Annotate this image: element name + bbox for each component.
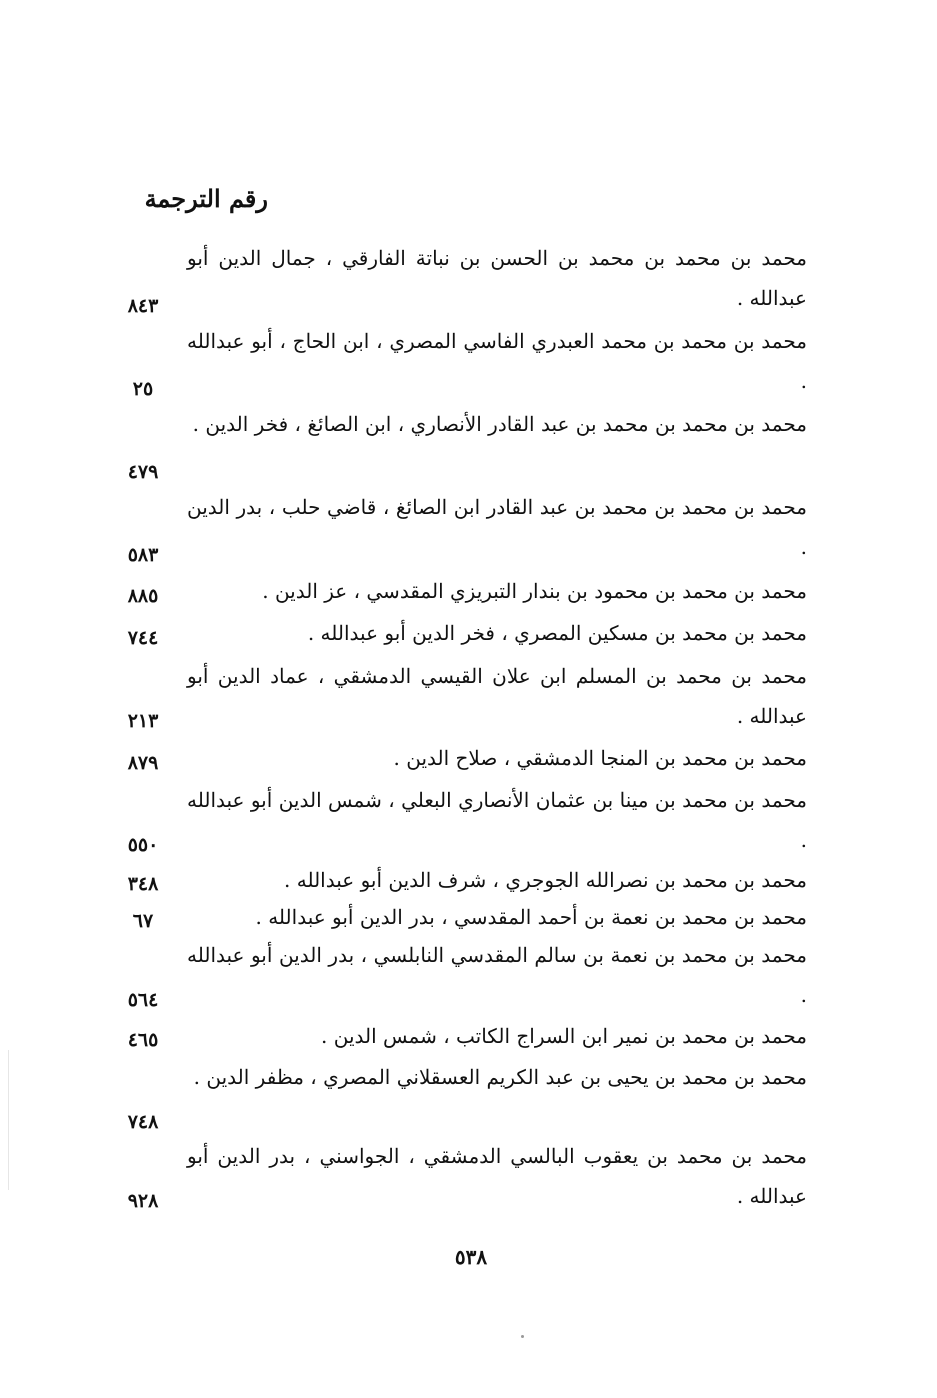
entry-number: ٥٦٤ bbox=[127, 989, 159, 1011]
entry-number: ٦٧ bbox=[132, 910, 154, 932]
entry-name: محمد بن محمد بن محمود بن بندار التبريزي المقدسي ، عز الدين . bbox=[262, 579, 807, 603]
entry-name: محمد بن محمد بن يحيى بن عبد الكريم العسقلاني المصري ، مظفر الدين . bbox=[193, 1065, 807, 1089]
entry-name: محمد بن محمد بن نصرالله الجوجري ، شرف الدين أبو عبدالله . bbox=[284, 868, 807, 892]
entry-name: محمد بن محمد بن محمد بن الحسن بن نباتة الفارقي ، جمال الدين أبو عبدالله . bbox=[187, 246, 807, 310]
entry-name: محمد بن محمد بن محمد بن عبد القادر ابن الصائغ ، قاضي حلب ، بدر الدين . bbox=[187, 495, 807, 559]
entry-number: ٤٦٥ bbox=[127, 1029, 159, 1051]
entry-name: محمد بن محمد بن يعقوب البالسي الدمشقي ، الجواسني ، بدر الدين أبو عبدالله . bbox=[187, 1144, 807, 1208]
entry-number: ٥٥٠ bbox=[127, 834, 159, 856]
entry-number: ٧٤٤ bbox=[127, 627, 159, 649]
entry-name: محمد بن محمد بن مسكين المصري ، فخر الدين أبو عبدالله . bbox=[307, 621, 807, 645]
entry-name: محمد بن محمد بن محمد بن عبد القادر الأنصاري ، ابن الصائغ ، فخر الدين . bbox=[192, 412, 807, 436]
entry-name: محمد بن محمد بن نمير ابن السراج الكاتب ، شمس الدين . bbox=[321, 1024, 807, 1048]
entry-number: ٤٧٩ bbox=[127, 461, 159, 483]
entry-name: محمد بن محمد بن نعمة بن سالم المقدسي النابلسي ، بدر الدين أبو عبدالله . bbox=[187, 943, 807, 1007]
entry-number: ٨٨٥ bbox=[127, 585, 159, 607]
entry-number: ٢٥ bbox=[132, 378, 154, 400]
entry-name: محمد بن محمد بن محمد العبدري الفاسي المصري ، ابن الحاج ، أبو عبدالله . bbox=[187, 329, 807, 393]
scan-speck bbox=[521, 1335, 524, 1338]
entry-name: محمد بن محمد بن نعمة بن أحمد المقدسي ، بدر الدين أبو عبدالله . bbox=[255, 905, 807, 929]
entry-number: ٨٧٩ bbox=[127, 752, 159, 774]
entry-number: ٨٤٣ bbox=[127, 295, 159, 317]
entry-name: محمد بن محمد بن المنجا الدمشقي ، صلاح الدين . bbox=[393, 746, 807, 770]
entry-number: ٢١٣ bbox=[127, 710, 159, 732]
column-header: رقم الترجمة bbox=[144, 184, 268, 213]
entry-name: محمد بن محمد بن مينا بن عثمان الأنصاري البعلي ، شمس الدين أبو عبدالله . bbox=[187, 788, 807, 852]
entry-number: ٩٢٨ bbox=[127, 1190, 159, 1212]
entry-name: محمد بن محمد بن المسلم ابن علان القيسي الدمشقي ، عماد الدين أبو عبدالله . bbox=[187, 664, 807, 728]
entry-number: ٣٤٨ bbox=[127, 873, 159, 895]
page-number: ٥٣٨ bbox=[454, 1245, 488, 1269]
entry-number: ٥٨٣ bbox=[127, 544, 159, 566]
entry-number: ٧٤٨ bbox=[127, 1111, 159, 1133]
